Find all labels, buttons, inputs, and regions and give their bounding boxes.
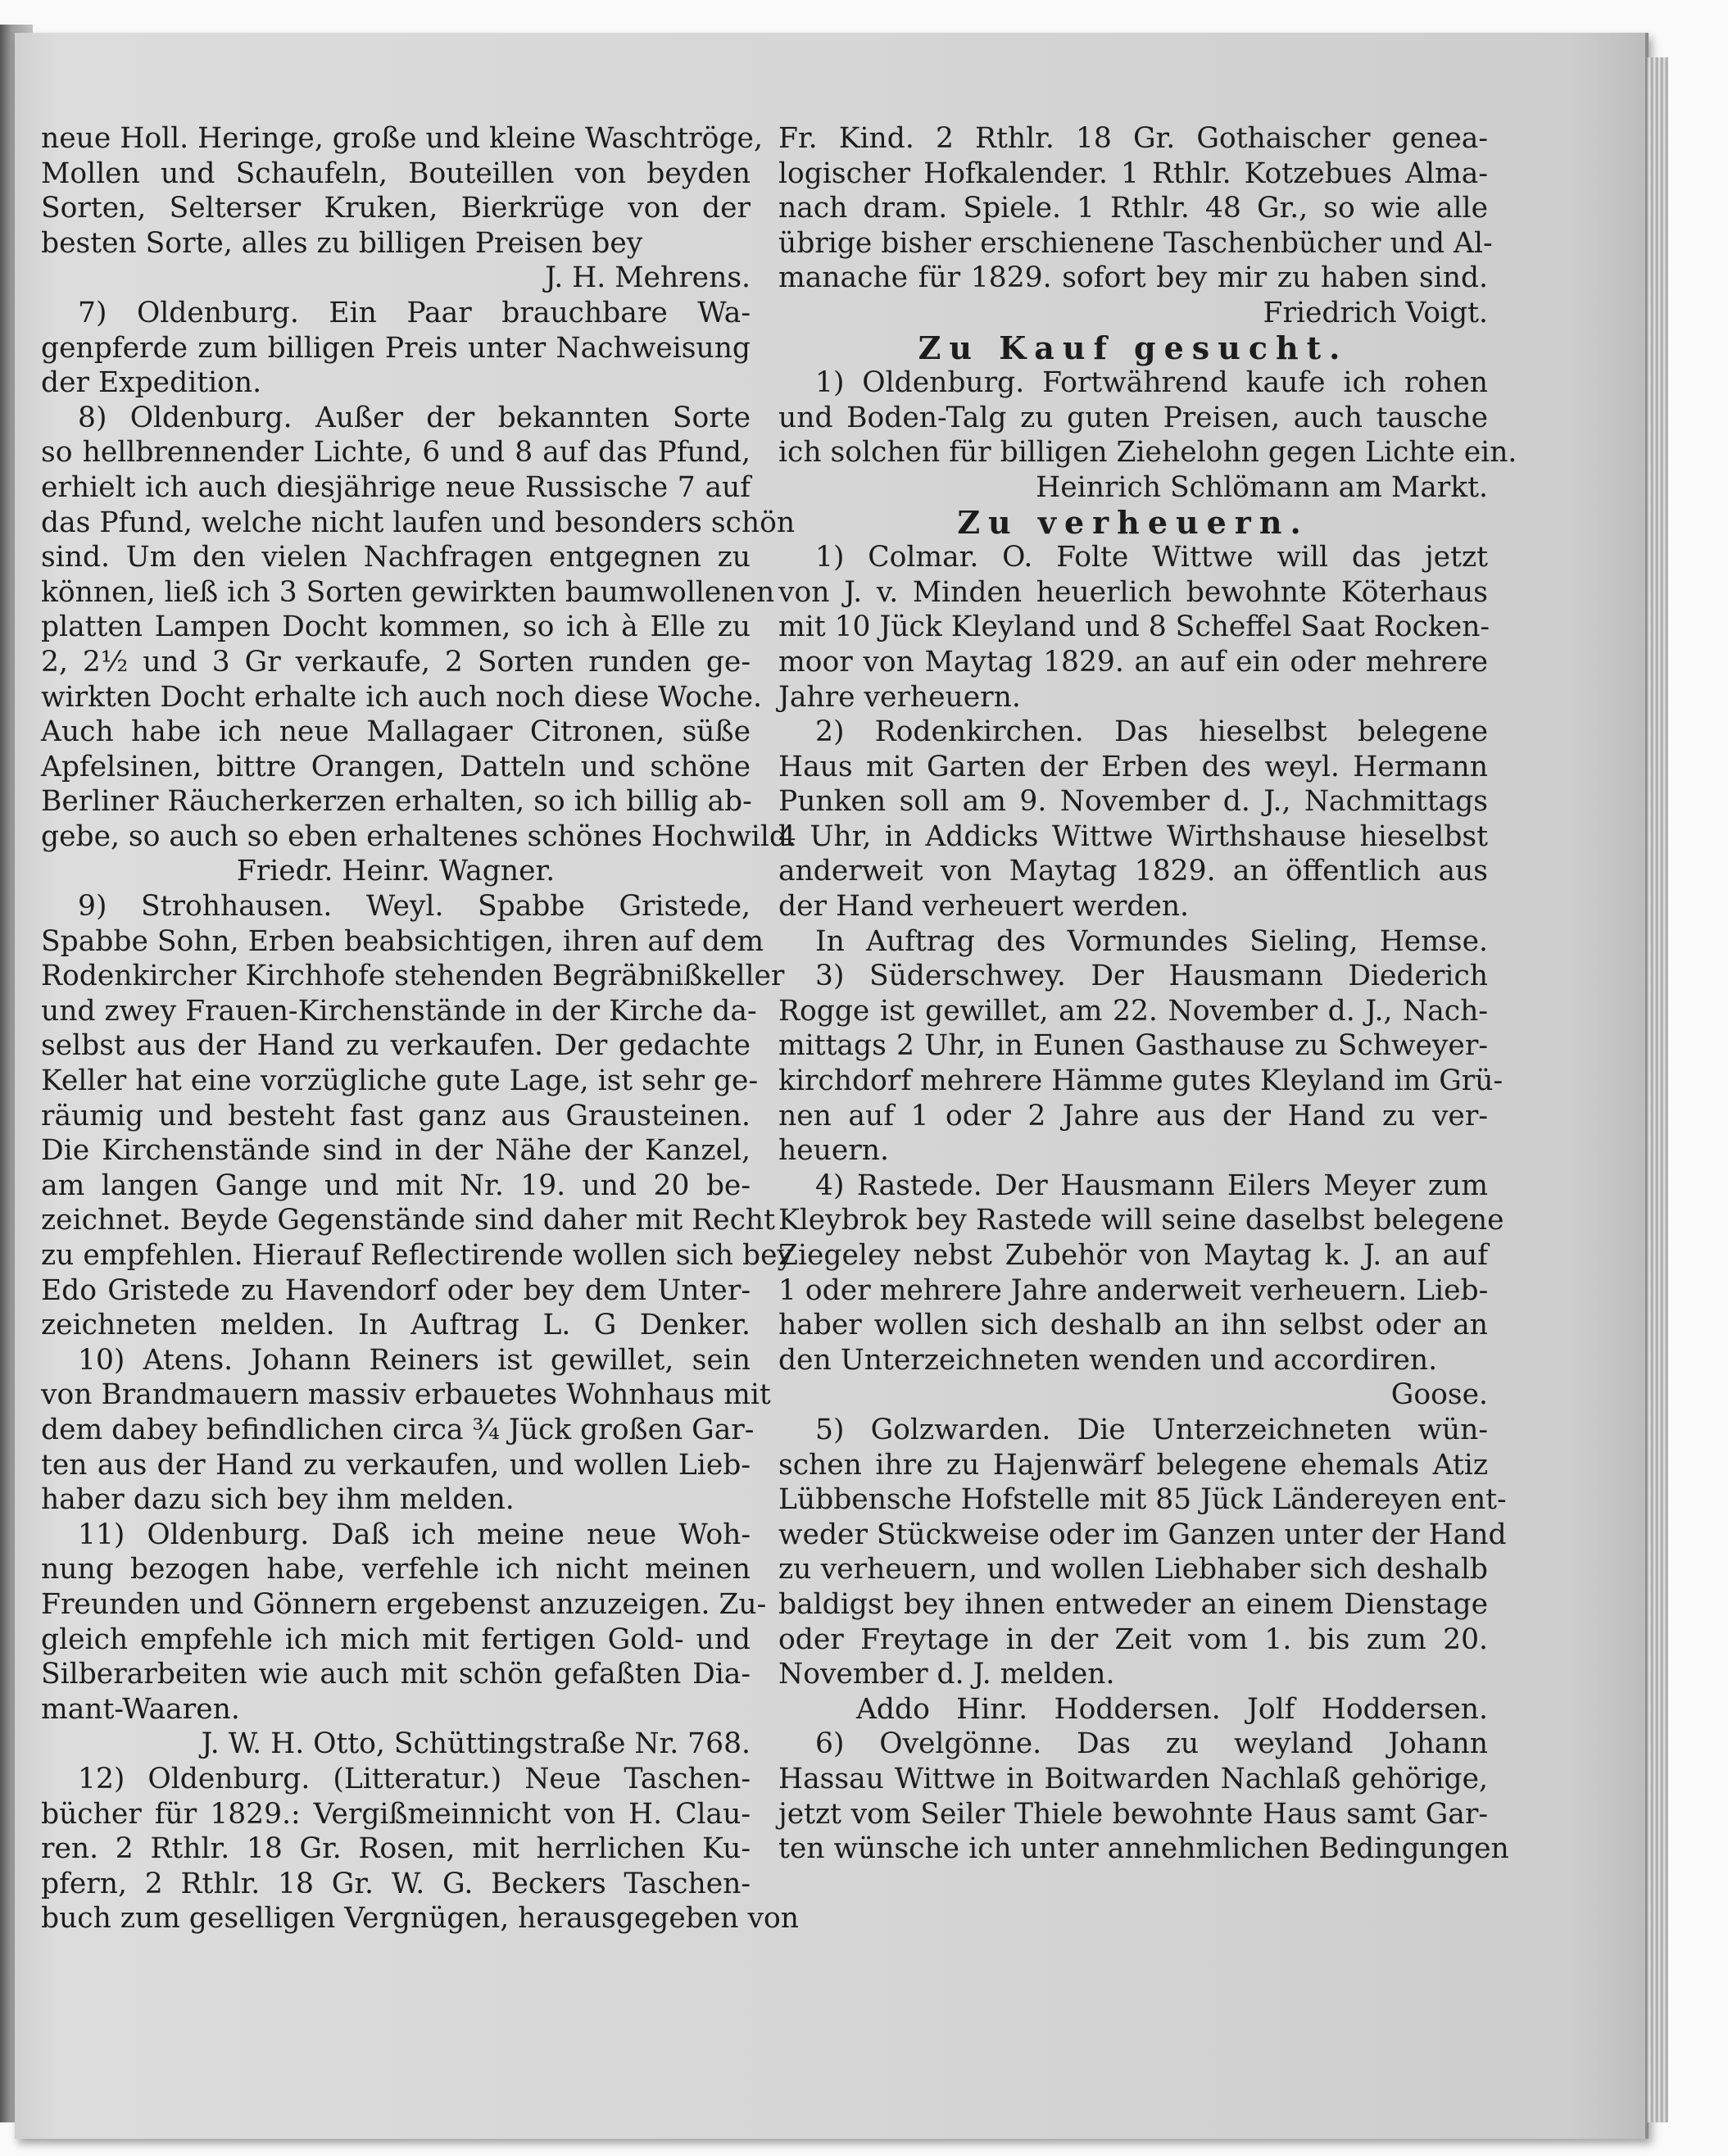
right-column-line: Hassau Wittwe in Boitwarden Nachlaß gehörige, xyxy=(778,1762,1488,1795)
left-column-line: 7) Oldenburg. Ein Paar brauchbare Wa- xyxy=(78,296,751,329)
right-column-line: Kleybrok bey Rastede will seine daselbst belegene xyxy=(778,1204,1504,1237)
right-column-line: mittags 2 Uhr, in Eunen Gasthause zu Schweyer- xyxy=(778,1029,1488,1063)
right-column-line: zu verheuern, und wollen Liebhaber sich deshalb xyxy=(778,1553,1488,1586)
right-column-line: von J. v. Minden heuerlich bewohnte Köterhaus xyxy=(778,575,1488,609)
left-column-line: das Pfund, welche nicht laufen und besonders schön xyxy=(41,506,796,539)
left-column-line: ten aus der Hand zu verkaufen, und wollen Lieb- xyxy=(41,1448,751,1482)
left-column-line: räumig und besteht fast ganz aus Grausteinen. xyxy=(41,1099,751,1132)
right-column-line: übrige bisher erschienene Taschenbücher und Al- xyxy=(778,226,1493,260)
left-column-line: 12) Oldenburg. (Litteratur.) Neue Taschen- xyxy=(78,1762,751,1795)
right-column-line: der Hand verheuert werden. xyxy=(778,890,1190,924)
signature-line: Goose. xyxy=(1390,1378,1488,1412)
signature-line: J. H. Mehrens. xyxy=(545,261,751,295)
right-column-line: haber wollen sich deshalb an ihn selbst oder an xyxy=(778,1309,1488,1342)
left-column-line: zeichnet. Beyde Gegenstände sind daher mit Recht xyxy=(41,1204,775,1237)
left-column-line: der Expedition. xyxy=(41,366,262,400)
left-column-line: haber dazu sich bey ihm melden. xyxy=(41,1483,515,1517)
left-column-line: erhielt ich auch diesjährige neue Russische 7 auf xyxy=(41,470,751,504)
left-column-line: dem dabey befindlichen circa ¾ Jück großen Gar- xyxy=(41,1413,755,1446)
left-column-line: Edo Gristede zu Havendorf oder bey dem Unter- xyxy=(41,1273,751,1307)
left-column-line: pfern, 2 Rthlr. 18 Gr. W. G. Beckers Taschen- xyxy=(41,1867,751,1900)
left-column-line: buch zum geselligen Vergnügen, herausgegeben von xyxy=(41,1902,799,1936)
left-column-line: Auch habe ich neue Mallagaer Citronen, süße xyxy=(41,715,751,749)
right-column-line: jetzt vom Seiler Thiele bewohnte Haus samt Gar- xyxy=(778,1797,1488,1831)
left-column-line: neue Holl. Heringe, große und kleine Waschtröge, xyxy=(41,122,763,155)
left-column-line: ren. 2 Rthlr. 18 Gr. Rosen, mit herrlichen Ku- xyxy=(41,1832,751,1866)
right-column-line: mit 10 Jück Kleyland und 8 Scheffel Saat Rocken- xyxy=(778,610,1490,644)
left-column-line: wirkten Docht erhalte ich auch noch diese Woche. xyxy=(41,680,762,714)
left-column-line: Silberarbeiten wie auch mit schön gefaßten Dia- xyxy=(41,1658,751,1691)
right-column-line: Fr. Kind. 2 Rthlr. 18 Gr. Gothaischer genea- xyxy=(778,122,1488,155)
left-column-line: und zwey Frauen-Kirchenstände in der Kirche da- xyxy=(41,994,757,1028)
left-column-line: 2, 2½ und 3 Gr verkaufe, 2 Sorten runden ge- xyxy=(41,645,751,679)
left-column-line: Spabbe Sohn, Erben beabsichtigen, ihren auf dem xyxy=(41,924,764,958)
right-column-line: und Boden-Talg zu guten Preisen, auch tausche xyxy=(778,401,1488,434)
right-column-line: Haus mit Garten der Erben des weyl. Hermann xyxy=(778,750,1488,783)
left-column-line: mant-Waaren. xyxy=(41,1692,240,1726)
right-column-line: November d. J. melden. xyxy=(778,1658,1115,1691)
left-column-line: zeichneten melden. In Auftrag L. G Denker. xyxy=(41,1309,751,1342)
signature-line: Heinrich Schlömann am Markt. xyxy=(1036,470,1488,504)
right-column-line: weder Stückweise oder im Ganzen unter der Hand xyxy=(778,1518,1507,1551)
right-column-line: moor von Maytag 1829. an auf ein oder mehrere xyxy=(778,645,1488,679)
left-column-line: gebe, so auch so eben erhaltenes schönes Hochwild. xyxy=(41,819,796,853)
section-heading: Zu Kauf gesucht. xyxy=(918,329,1349,366)
signature-line: Friedrich Voigt. xyxy=(1263,296,1488,329)
section-heading: Zu verheuern. xyxy=(957,503,1309,541)
left-column-line: von Brandmauern massiv erbauetes Wohnhaus mit xyxy=(41,1378,771,1412)
right-column-line: Rogge ist gewillet, am 22. November d. J., Nach- xyxy=(778,994,1488,1028)
right-column-line: 1) Colmar. O. Folte Wittwe will das jetzt xyxy=(815,541,1488,574)
left-column-line: Berliner Räucherkerzen erhalten, so ich billig ab- xyxy=(41,785,752,819)
left-column-line: Die Kirchenstände sind in der Nähe der Kanzel, xyxy=(41,1134,751,1168)
right-column-line: den Unterzeichneten wenden und accordiren. xyxy=(778,1343,1438,1377)
right-column-line: Jahre verheuern. xyxy=(778,680,1021,714)
left-column-line: sind. Um den vielen Nachfragen entgegnen zu xyxy=(41,541,751,574)
right-column-line: logischer Hofkalender. 1 Rthlr. Kotzebues Alma- xyxy=(778,157,1488,190)
signature-line: J. W. H. Otto, Schüttingstraße Nr. 768. xyxy=(201,1727,751,1761)
right-column-line: Ziegeley nebst Zubehör von Maytag k. J. an auf xyxy=(778,1239,1488,1272)
left-column-line: genpferde zum billigen Preis unter Nachweisung xyxy=(41,331,751,365)
signature-line: Friedr. Heinr. Wagner. xyxy=(236,855,556,888)
left-column-line: Apfelsinen, bittre Orangen, Datteln und schöne xyxy=(41,750,751,783)
left-column-line: zu empfehlen. Hierauf Reflectirende wollen sich bey xyxy=(41,1239,793,1272)
right-column-line: manache für 1829. sofort bey mir zu haben sind. xyxy=(778,261,1488,295)
right-column-line: 6) Ovelgönne. Das zu weyland Johann xyxy=(815,1727,1488,1761)
left-text-column xyxy=(41,121,799,1936)
right-column-line: 4 Uhr, in Addicks Wittwe Wirthshause hieselbst xyxy=(778,819,1488,853)
right-column-line: Lübbensche Hofstelle mit 85 Jück Ländereyen ent- xyxy=(778,1483,1507,1517)
right-column-line: In Auftrag des Vormundes Sieling, Hemse. xyxy=(815,924,1488,958)
left-column-line: Sorten, Selterser Kruken, Bierkrüge von der xyxy=(41,192,751,225)
signature-line: Addo Hinr. Hoddersen. Jolf Hoddersen. xyxy=(856,1692,1488,1726)
right-column-line: 4) Rastede. Der Hausmann Eilers Meyer zum xyxy=(815,1169,1488,1202)
left-column-line: 10) Atens. Johann Reiners ist gewillet, sein xyxy=(78,1343,751,1377)
right-column-line: anderweit von Maytag 1829. an öffentlich aus xyxy=(778,855,1488,888)
left-column-line: nung bezogen habe, verfehle ich nicht meinen xyxy=(41,1553,751,1586)
left-column-line: Mollen und Schaufeln, Bouteillen von beyden xyxy=(41,157,751,190)
left-column-line: so hellbrennender Lichte, 6 und 8 auf das Pfund, xyxy=(41,436,751,470)
left-column-line: gleich empfehle ich mich mit fertigen Gold- und xyxy=(41,1623,751,1656)
left-column-line: selbst aus der Hand zu verkaufen. Der gedachte xyxy=(41,1029,751,1063)
right-column-line: 1 oder mehrere Jahre anderweit verheuern. Lieb- xyxy=(778,1273,1489,1307)
right-column-line: heuern. xyxy=(778,1134,889,1168)
page-stack-edge xyxy=(1647,57,1668,2122)
left-column-line: Freunden und Gönnern ergebenst anzuzeigen. Zu- xyxy=(41,1587,767,1621)
right-column-line: baldigst bey ihnen entweder an einem Dienstage xyxy=(778,1587,1488,1621)
right-column-line: 5) Golzwarden. Die Unterzeichneten wün- xyxy=(815,1413,1488,1446)
right-column-line: schen ihre zu Hajenwärf belegene ehemals Atiz xyxy=(778,1448,1488,1482)
left-column-line: Keller hat eine vorzügliche gute Lage, ist sehr ge- xyxy=(41,1064,759,1098)
left-column-line: 11) Oldenburg. Daß ich meine neue Woh- xyxy=(78,1518,751,1551)
right-column-line: ten wünsche ich unter annehmlichen Bedingungen xyxy=(778,1832,1509,1866)
left-column-line: 8) Oldenburg. Außer der bekannten Sorte xyxy=(78,401,751,434)
left-column-line: Rodenkircher Kirchhofe stehenden Begräbnißkeller xyxy=(41,960,785,993)
left-column-line: am langen Gange und mit Nr. 19. und 20 be- xyxy=(41,1169,751,1202)
left-column-line: besten Sorte, alles zu billigen Preisen bey xyxy=(41,226,643,260)
right-column-line: oder Freytage in der Zeit vom 1. bis zum 20. xyxy=(778,1623,1488,1656)
right-column-line: nen auf 1 oder 2 Jahre aus der Hand zu ver- xyxy=(778,1099,1488,1132)
right-column-line: 3) Süderschwey. Der Hausmann Diederich xyxy=(815,960,1488,993)
left-column-line: können, ließ ich 3 Sorten gewirkten baumwollenen xyxy=(41,575,775,609)
left-column-line: platten Lampen Docht kommen, so ich à Elle zu xyxy=(41,610,751,644)
right-column-line: nach dram. Spiele. 1 Rthlr. 48 Gr., so wie alle xyxy=(778,192,1488,225)
right-column-line: ich solchen für billigen Ziehelohn gegen Lichte ein. xyxy=(778,436,1517,470)
left-column-line: bücher für 1829.: Vergißmeinnicht von H. Clau- xyxy=(41,1797,751,1831)
right-column-line: kirchdorf mehrere Hämme gutes Kleyland im Grü- xyxy=(778,1064,1503,1098)
left-column-line: 9) Strohhausen. Weyl. Spabbe Gristede, xyxy=(78,890,751,924)
right-text-column xyxy=(778,121,1517,1867)
right-column-line: 2) Rodenkirchen. Das hieselbst belegene xyxy=(815,715,1488,749)
right-column-line: 1) Oldenburg. Fortwährend kaufe ich rohen xyxy=(815,366,1488,400)
right-column-line: Punken soll am 9. November d. J., Nachmittags xyxy=(778,785,1488,819)
